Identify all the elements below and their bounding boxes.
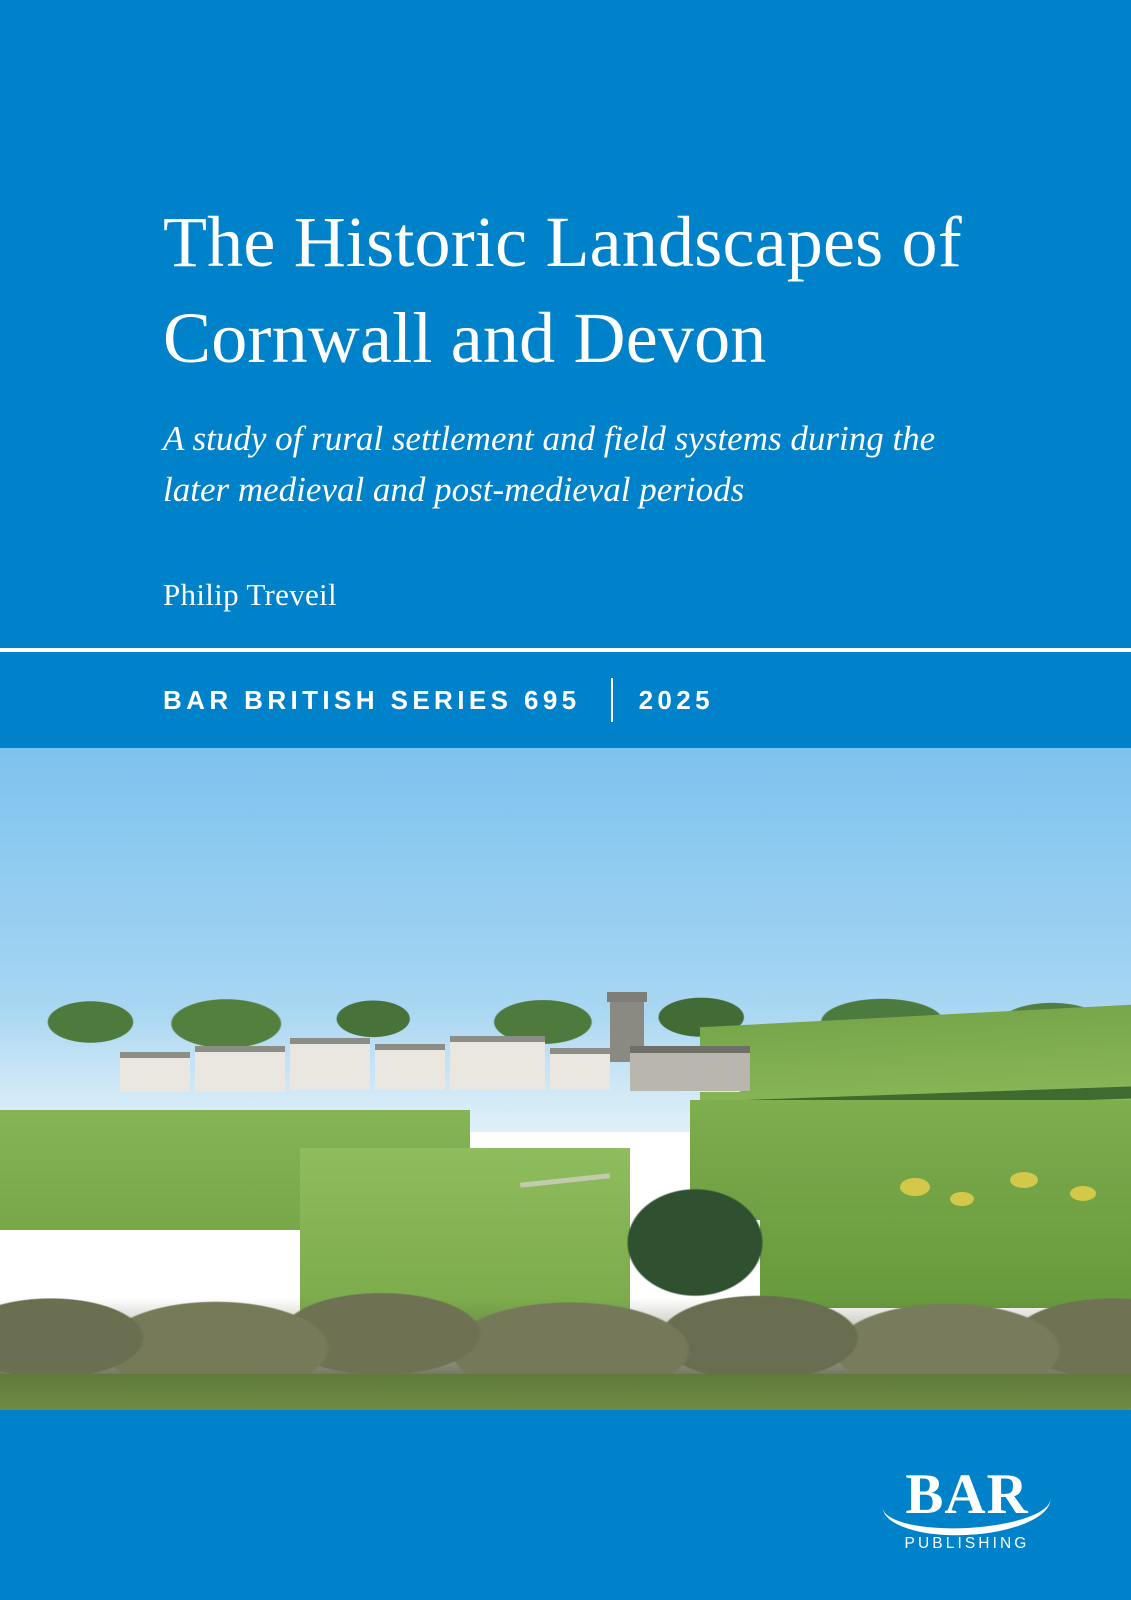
gorse-bush (900, 1178, 930, 1196)
village-building (195, 1046, 285, 1092)
series-divider (611, 678, 613, 722)
gorse-bush (1070, 1186, 1096, 1201)
title-block (163, 195, 1023, 613)
foreground-grass (0, 1374, 1131, 1410)
series-name: BAR BRITISH SERIES 695 (163, 684, 581, 715)
village-building (290, 1038, 370, 1090)
page-title: The Historic Landscapes of Cornwall and Devon (163, 202, 962, 378)
church-nave (630, 1046, 750, 1091)
series-year: 2025 (638, 684, 715, 715)
hilltop-village (90, 1000, 770, 1090)
gorse-bush (1010, 1172, 1038, 1188)
gorse-bush (950, 1192, 974, 1206)
cover-subtitle: A study of rural settlement and field systems during the later medieval and post-medieval periods (163, 418, 936, 509)
series-info (163, 676, 714, 724)
village-building (375, 1044, 445, 1090)
village-building (450, 1036, 545, 1090)
village-building (120, 1052, 190, 1092)
publisher-logo (877, 1463, 1057, 1553)
cover-author: Philip Treveil (163, 576, 337, 612)
publisher-name: PUBLISHING (904, 1535, 1030, 1552)
village-building (550, 1048, 610, 1090)
cover-photograph (0, 748, 1131, 1410)
bar-logo-mark: BAR (905, 1463, 1029, 1526)
